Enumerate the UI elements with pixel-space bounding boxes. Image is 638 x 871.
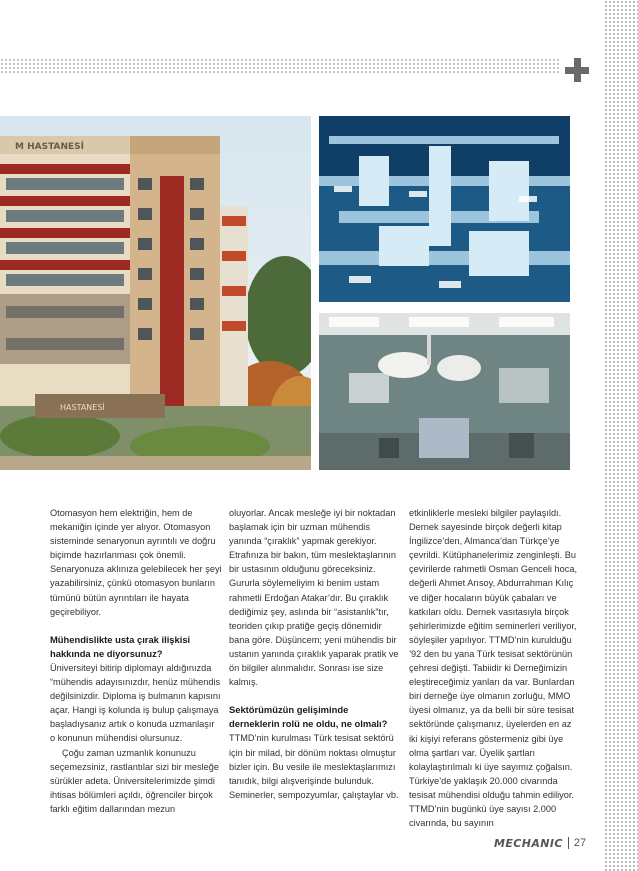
paragraph: oluyorlar. Ancak mesleğe iyi bir noktadan başlamak için bir uzman mühendis yanında “çıraklık” yapmak gerekiyor. Etrafınıza bir bakın, tüm meslektaşlarının bir ustasının olduğunu göreceksiniz. Gururla söylemeliyim ki benim ustam rahmetli Erdoğan Atakar’dır. Bu çıraklık dediğimiz şey, aslında bir “asistanlık”tır, teoriden çıkıp pratiğe geçiş dönemidir bana göre. Düşüncem; yeni mühendis bir ustanın yanında çıraklık yaparak pratik ve ön bilgiler alınmalıdır. Sonrası ise size kalmış. (229, 508, 399, 688)
plus-icon (565, 58, 589, 82)
hospital-building-photo (0, 116, 311, 470)
dotted-header-band (0, 58, 560, 75)
subheading: Sektörümüzün gelişiminde derneklerin rolü ne oldu, ne olmalı? (229, 704, 388, 730)
operating-room-photo (319, 313, 570, 470)
paragraph: Üniversiteyi bitirip diplomayı aldığınızda “mühendis adayısınızdır, henüz mühendis değilsinizdir. Diploma iş bulmanın kapısını açar. Hangi iş kolunda iş bulup çalışmaya başladıysanız artık o konuda uzmanlaşır o konunun mühendisi olursunuz. (50, 662, 221, 744)
dotted-margin-right (604, 0, 638, 871)
paragraph: TTMD’nin kurulması Türk tesisat sektörü için bir milad, bir dönüm noktası olmuştur bizler için. Bu vesile ile meslektaşlarımızı tanıdık, bilgi alışverişinde bulunduk. Seminerler, sempozyumlar, çalıştaylar vb. (229, 733, 399, 800)
page-number: 27 (573, 837, 587, 849)
building-sign-text: M HASTANESİ (15, 142, 84, 152)
paragraph: etkinliklerle mesleki bilgiler paylaşıldı. Dernek sayesinde birçok değerli kitap İngilizce’den, Almanca’dan Türkçe’ye çevrildi. Kütüphanelerimiz zenginleşti. Bu çevirilerde rahmetli Osman Genceli hoca, değerli Ahmet Arısoy, Abdurrahman Kılıç ve diğer hocaların büyük çabaları ve katkıları oldu. Dernek vasıtasıyla birçok şehirlerimizde eğitim seminerleri veriliyor, söyleşiler yapılıyor. TTMD’nin kurulduğu ’92 den bu yana Türk tesisat sektörünün çehresi değişti. Tabiidir ki Derneğimizin eleştireceğimiz yanları da var. Bunlardan biri derneğe üye olmanın zorluğu, MMO üyesi olmanız, ya da belli bir süre tesisat sektöründe çalışmanız, üyelerden en az iki kişiyi referans göstermeniz gibi üye olma şartları var. Üyelik şartları kolaylaştırılmalı ki üye sayımız çoğalsın. Türkiye’de yaklaşık 20.000 civarında tesisat mühendisi olduğu tahmin ediliyor. TTMD’nin bugünkü üye sayısı 2.000 civarında, bu sayının (409, 508, 577, 829)
paragraph: Otomasyon hem elektriğin, hem de mekaniğin içinde yer alıyor. Otomasyon sisteminde senaryonun ayrıntılı ve doğru biçimde hazırlanması çok önemli. Senaryonuza aklınıza gelebilecek her şeyi yazabilirsiniz, çünkü otomasyon bunların tümünü bütün ayrıntıları ile hayata geçirebiliyor. (50, 508, 222, 617)
page-footer (494, 834, 586, 852)
text-column-1 (50, 506, 222, 816)
footer-divider (568, 837, 569, 849)
text-column-3 (409, 506, 581, 830)
ductwork-ceiling-photo (319, 116, 570, 302)
paragraph: Çoğu zaman uzmanlık konunuzu seçemezsiniz, rastlantılar sizi bir mesleğe sürükler adeta. Üniversitelerimizde şimdi ihtisas bölümleri açıldı, öğrenciler birçok farklı eğitim dallarından mezun (50, 747, 220, 814)
text-column-2 (229, 506, 401, 802)
subheading: Mühendislikte usta çırak ilişkisi hakkında ne diyorsunuz? (50, 633, 191, 659)
ground-sign-text: HASTANESİ (60, 403, 105, 412)
magazine-logo: MECHANIC (494, 836, 563, 850)
